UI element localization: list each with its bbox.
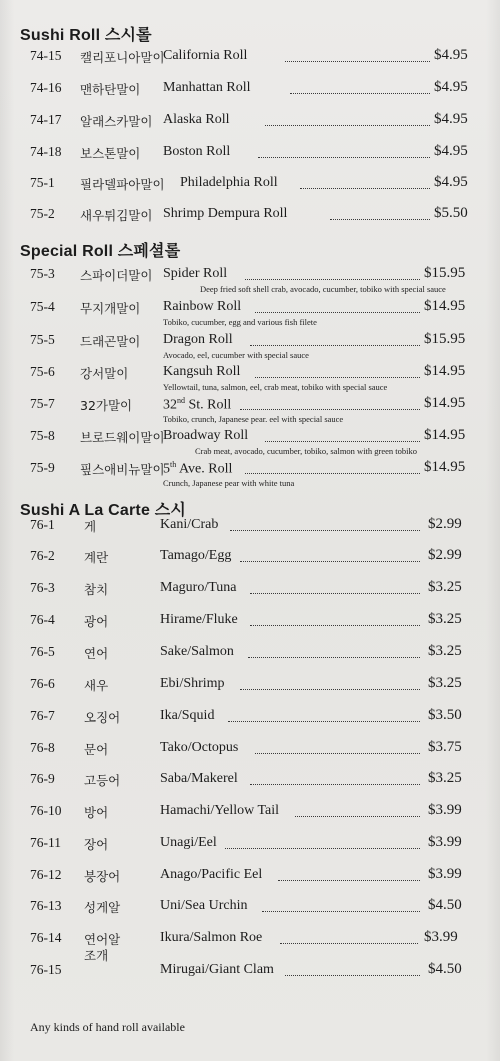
item-korean: 방어 xyxy=(84,805,109,820)
item-korean: 고등어 xyxy=(84,773,121,788)
item-price: $2.99 xyxy=(428,516,462,532)
dot-leader xyxy=(255,753,420,754)
item-korean: 게 xyxy=(84,519,97,534)
item-code: 74-18 xyxy=(30,144,62,159)
dot-leader xyxy=(245,279,420,280)
menu-item xyxy=(0,644,500,674)
menu-item xyxy=(0,428,500,458)
item-code: 74-15 xyxy=(30,48,62,63)
dot-leader xyxy=(240,689,420,690)
item-name: Rainbow Roll xyxy=(163,299,242,314)
item-name: Maguro/Tuna xyxy=(160,580,237,595)
item-name: Philadelphia Roll xyxy=(180,175,278,190)
item-korean: 연어알 xyxy=(84,932,121,947)
item-name: Boston Roll xyxy=(163,144,231,159)
item-korean: 문어 xyxy=(84,742,109,757)
item-korean: 강서말이 xyxy=(80,366,129,381)
item-description: Crab meat, avocado, cucumber, tobiko, salmon with green tobiko xyxy=(195,446,418,456)
item-korean: 드래곤말이 xyxy=(80,334,141,349)
item-price: $3.25 xyxy=(428,675,462,691)
item-korean: 맨하탄말이 xyxy=(80,82,141,97)
section-title-special-roll: Special Roll 스페셜롤 xyxy=(20,243,181,260)
item-name: 5th Ave. Roll xyxy=(163,460,233,477)
item-price: $3.25 xyxy=(428,611,462,627)
menu-item xyxy=(0,396,500,426)
dot-leader xyxy=(245,473,420,474)
item-korean: 오징어 xyxy=(84,710,121,725)
item-korean: 광어 xyxy=(84,614,109,629)
item-korean: 알래스카말이 xyxy=(80,114,153,129)
item-name: Uni/Sea Urchin xyxy=(160,898,248,913)
dot-leader xyxy=(255,377,420,378)
menu-item xyxy=(0,548,500,578)
menu-item xyxy=(0,332,500,362)
item-code: 76-10 xyxy=(30,803,62,818)
menu-item xyxy=(0,80,500,110)
footer-note: Any kinds of hand roll available xyxy=(30,1020,185,1034)
item-code: 74-16 xyxy=(30,80,62,95)
item-korean: 핖스애비뉴말이 xyxy=(80,462,165,477)
item-price: $3.25 xyxy=(428,579,462,595)
item-code: 76-5 xyxy=(30,644,55,659)
dot-leader xyxy=(290,93,430,94)
section-title-sushi-a-la-carte: Sushi A La Carte 스시 xyxy=(20,502,187,519)
item-korean: 새우 xyxy=(84,678,109,693)
item-code: 75-7 xyxy=(30,396,55,411)
item-name: Shrimp Dempura Roll xyxy=(163,206,288,221)
dot-leader xyxy=(285,61,430,62)
menu-item xyxy=(0,898,500,928)
item-code: 76-4 xyxy=(30,612,55,627)
item-korean: 붕장어 xyxy=(84,869,121,884)
menu-item xyxy=(0,708,500,738)
item-price: $3.99 xyxy=(428,866,462,882)
item-korean: 계란 xyxy=(84,550,109,565)
item-name: Sake/Salmon xyxy=(160,644,234,659)
item-name: Unagi/Eel xyxy=(160,835,217,850)
item-code: 75-9 xyxy=(30,460,55,475)
item-korean: 보스톤말이 xyxy=(80,146,141,161)
item-code: 76-14 xyxy=(30,930,62,945)
item-name: Alaska Roll xyxy=(163,112,230,127)
menu-item xyxy=(0,364,500,394)
item-name: Spider Roll xyxy=(163,266,228,281)
item-price: $4.95 xyxy=(434,143,468,159)
menu-item xyxy=(0,962,500,992)
item-price: $14.95 xyxy=(424,395,466,411)
item-code: 76-15 xyxy=(30,962,62,977)
menu-item xyxy=(0,206,500,236)
item-name: Ika/Squid xyxy=(160,708,215,723)
item-code: 76-8 xyxy=(30,740,55,755)
item-code: 75-6 xyxy=(30,364,55,379)
dot-leader xyxy=(300,188,430,189)
item-code: 75-8 xyxy=(30,428,55,443)
menu-item xyxy=(0,740,500,770)
item-price: $14.95 xyxy=(424,459,466,475)
item-name: Kangsuh Roll xyxy=(163,364,241,379)
item-name: Broadway Roll xyxy=(163,428,249,443)
item-price: $14.95 xyxy=(424,427,466,443)
dot-leader xyxy=(258,157,430,158)
menu-item xyxy=(0,867,500,897)
menu-item xyxy=(0,835,500,865)
dot-leader xyxy=(248,657,420,658)
menu-item xyxy=(0,460,500,490)
menu-item xyxy=(0,144,500,174)
dot-leader xyxy=(255,312,420,313)
item-name: 32nd St. Roll xyxy=(163,396,232,413)
item-name: Hamachi/Yellow Tail xyxy=(160,803,280,818)
item-code: 75-4 xyxy=(30,299,55,314)
item-code: 74-17 xyxy=(30,112,62,127)
item-korean: 성게알 xyxy=(84,900,121,915)
dot-leader xyxy=(280,943,418,944)
item-price: $15.95 xyxy=(424,331,466,347)
item-code: 76-9 xyxy=(30,771,55,786)
item-korean: 참치 xyxy=(84,582,109,597)
menu-item xyxy=(0,771,500,801)
dot-leader xyxy=(265,125,430,126)
item-code: 76-6 xyxy=(30,676,55,691)
menu-item xyxy=(0,48,500,78)
dot-leader xyxy=(262,911,420,912)
item-korean-secondary: 조개 xyxy=(84,948,109,963)
item-name: Anago/Pacific Eel xyxy=(160,867,263,882)
item-description: Tobiko, cucumber, egg and various fish filete xyxy=(163,317,317,327)
item-code: 76-1 xyxy=(30,517,55,532)
item-korean: 스파이더말이 xyxy=(80,268,153,283)
item-description: Deep fried soft shell crab, avocado, cucumber, tobiko with special sauce xyxy=(200,284,446,294)
item-price: $4.95 xyxy=(434,174,468,190)
item-korean: 캘리포니아말이 xyxy=(80,50,165,65)
item-name: Tako/Octopus xyxy=(160,740,239,755)
item-korean: 장어 xyxy=(84,837,109,852)
item-name: Dragon Roll xyxy=(163,332,233,347)
dot-leader xyxy=(250,784,420,785)
menu-item xyxy=(0,580,500,610)
item-price: $14.95 xyxy=(424,363,466,379)
item-price: $3.99 xyxy=(428,834,462,850)
item-code: 76-11 xyxy=(30,835,61,850)
item-code: 76-7 xyxy=(30,708,55,723)
item-price: $14.95 xyxy=(424,298,466,314)
menu-item xyxy=(0,175,500,205)
dot-leader xyxy=(228,721,420,722)
menu-item xyxy=(0,929,500,963)
item-name: Kani/Crab xyxy=(160,517,219,532)
item-price: $2.99 xyxy=(428,547,462,563)
section-title-sushi-roll: Sushi Roll 스시롤 xyxy=(20,27,152,44)
item-price: $3.50 xyxy=(428,707,462,723)
dot-leader xyxy=(250,593,420,594)
item-code: 75-5 xyxy=(30,332,55,347)
item-description: Avocado, eel, cucumber with special sauce xyxy=(163,350,309,360)
item-price: $4.95 xyxy=(434,111,468,127)
dot-leader xyxy=(240,561,420,562)
item-code: 75-1 xyxy=(30,175,55,190)
dot-leader xyxy=(250,625,420,626)
item-korean: 브로드웨이말이 xyxy=(80,430,165,445)
item-code: 75-2 xyxy=(30,206,55,221)
menu-item xyxy=(0,676,500,706)
item-price: $15.95 xyxy=(424,265,466,281)
menu-item xyxy=(0,299,500,329)
item-price: $3.25 xyxy=(428,770,462,786)
item-price: $4.95 xyxy=(434,47,468,63)
item-description: Crunch, Japanese pear with white tuna xyxy=(163,478,295,488)
item-korean: 필라델파아말이 xyxy=(80,177,165,192)
dot-leader xyxy=(265,441,420,442)
item-price: $3.99 xyxy=(428,802,462,818)
dot-leader xyxy=(278,880,420,881)
item-name: Ebi/Shrimp xyxy=(160,676,225,691)
item-code: 76-13 xyxy=(30,898,62,913)
item-korean: 연어 xyxy=(84,646,109,661)
item-korean: 32가말이 xyxy=(80,398,133,413)
dot-leader xyxy=(225,848,420,849)
item-code: 76-3 xyxy=(30,580,55,595)
item-description: Tobiko, crunch, Japanese pear. eel with special sauce xyxy=(163,414,344,424)
item-name: California Roll xyxy=(163,48,248,63)
item-code: 76-2 xyxy=(30,548,55,563)
item-name: Manhattan Roll xyxy=(163,80,251,95)
item-code: 76-12 xyxy=(30,867,62,882)
item-name: Hirame/Fluke xyxy=(160,612,238,627)
item-price: $3.75 xyxy=(428,739,462,755)
item-korean: 무지개말이 xyxy=(80,301,141,316)
menu-item xyxy=(0,612,500,642)
item-name: Saba/Makerel xyxy=(160,771,238,786)
item-price: $5.50 xyxy=(434,205,468,221)
menu-item xyxy=(0,803,500,833)
item-price: $4.50 xyxy=(428,961,462,977)
menu-item xyxy=(0,266,500,296)
item-name: Ikura/Salmon Roe xyxy=(160,930,263,945)
item-price: $3.99 xyxy=(424,929,458,945)
item-name: Tamago/Egg xyxy=(160,548,232,563)
dot-leader xyxy=(295,816,420,817)
item-price: $3.25 xyxy=(428,643,462,659)
item-price: $4.95 xyxy=(434,79,468,95)
dot-leader xyxy=(230,530,420,531)
dot-leader xyxy=(240,409,420,410)
menu-item xyxy=(0,517,500,547)
dot-leader xyxy=(330,219,430,220)
item-korean: 새우튀김말이 xyxy=(80,208,153,223)
item-price: $4.50 xyxy=(428,897,462,913)
dot-leader xyxy=(285,975,420,976)
menu-item xyxy=(0,112,500,142)
dot-leader xyxy=(250,345,420,346)
item-description: Yellowtail, tuna, salmon, eel, crab meat, tobiko with special sauce xyxy=(163,382,388,392)
item-name: Mirugai/Giant Clam xyxy=(160,962,274,977)
item-code: 75-3 xyxy=(30,266,55,281)
